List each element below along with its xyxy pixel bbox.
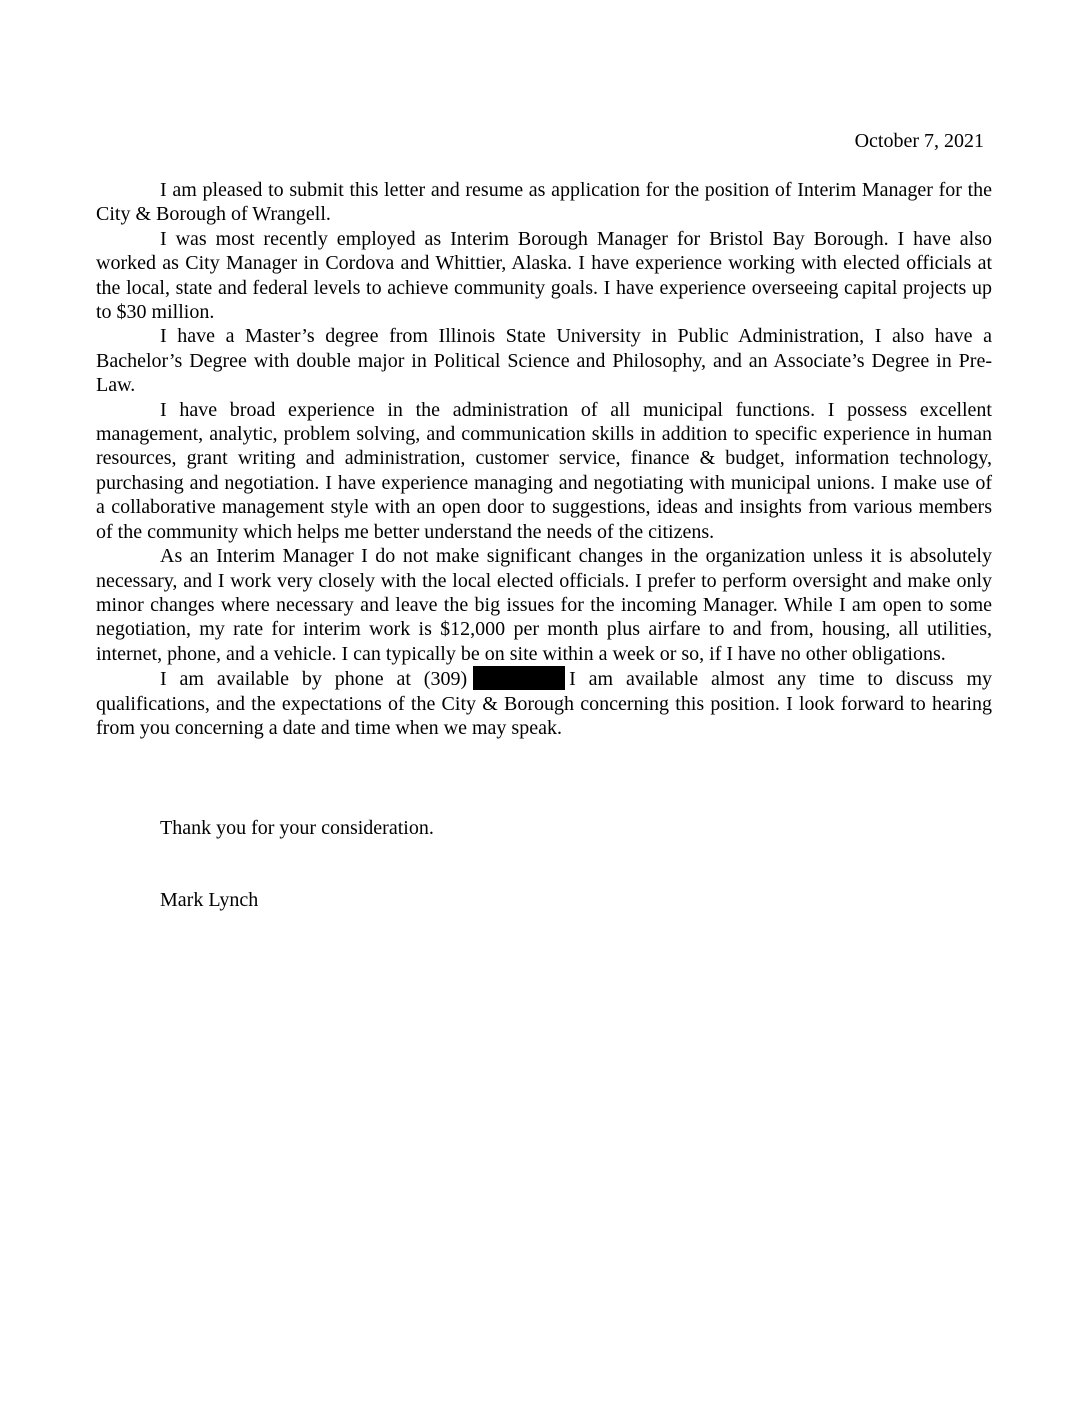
paragraph-education: I have a Master’s degree from Illinois State University in Public Administration, I also have a Bachelor’s Degree with double major in Political Science and Philosophy, and an Associate’s Degree in Pre-Law. [96,325,992,397]
letter-body [96,178,992,740]
letter-date: October 7, 2021 [854,130,984,152]
paragraph-experience: I was most recently employed as Interim Borough Manager for Bristol Bay Borough. I have also worked as City Manager in Cordova and Whittier, Alaska. I have experience working with elected officials at the local, state and federal levels to achieve community goals. I have experience overseeing capital projects up to $30 million. [96,227,992,324]
paragraph-interim-approach: As an Interim Manager I do not make significant changes in the organization unless it is absolutely necessary, and I work very closely with the local elected officials. I prefer to perform oversight and make only minor changes where necessary and leave the big issues for the incoming Manager. While I am open to some negotiation, my rate for interim work is $12,000 per month plus airfare to and from, housing, all utilities, internet, phone, and a vehicle. I can typically be on site within a week or so, if I have no other obligations. [96,545,992,665]
signature-name: Mark Lynch [160,889,259,911]
paragraph-application: I am pleased to submit this letter and resume as application for the position of Interim Manager for the City & Borough of Wrangell. [96,179,992,226]
paragraph-skills: I have broad experience in the administration of all municipal functions. I possess excellent management, analytic, problem solving, and communication skills in addition to specific experience in human resources, grant writing and administration, customer service, finance & budget, information technology, purchasing and negotiation. I have experience managing and negotiating with municipal unions. I make use of a collaborative management style with an open door to suggestions, ideas and insights from various members of the community which helps me better understand the needs of the citizens. [96,398,992,543]
contact-text-after: I am available almost any time to discuss my qualifications, and the expectations of the City & Borough concerning this position. I look forward to hearing from you concerning a date and time when we may speak. [96,668,993,739]
closing-line: Thank you for your consideration. [160,817,434,839]
redacted-phone-number [473,666,565,690]
paragraph-contact [96,666,992,740]
contact-text-before: I am available by phone at (309) [160,668,468,691]
